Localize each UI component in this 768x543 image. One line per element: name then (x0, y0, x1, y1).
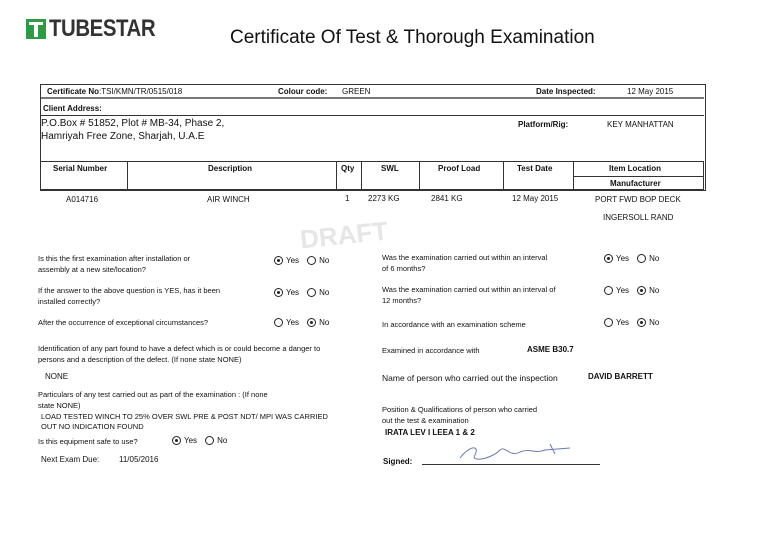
q1-yes-radio[interactable]: Yes (274, 256, 299, 265)
examined-standard: ASME B30.7 (527, 345, 574, 354)
watermark: DRAFT (298, 215, 390, 255)
col-serial: Serial Number (53, 164, 108, 173)
col-description: Description (208, 164, 253, 173)
defect-answer: NONE (45, 372, 69, 381)
colour-code: GREEN (342, 87, 371, 96)
description: AIR WINCH (207, 195, 250, 204)
q2-options (274, 288, 329, 297)
r3-yes-radio[interactable]: Yes (604, 318, 629, 327)
next-exam-date: 11/05/2016 (119, 455, 159, 464)
platform-label: Platform/Rig: (518, 120, 569, 129)
q6-options (172, 436, 227, 445)
inspector-label: Name of person who carried out the inspection (382, 373, 558, 383)
r3-no-radio[interactable]: No (637, 318, 659, 327)
logo-mark-icon (26, 19, 46, 39)
question-scheme: In accordance with an examination scheme (382, 320, 526, 329)
q6-yes-radio[interactable]: Yes (172, 436, 197, 445)
q1-no-radio[interactable]: No (307, 256, 329, 265)
col-proof-load: Proof Load (438, 164, 481, 173)
q3-no-radio[interactable]: No (307, 318, 329, 327)
page-title: Certificate Of Test & Thorough Examination (230, 27, 595, 48)
r2-no-radio[interactable]: No (637, 286, 659, 295)
address-line-2: Hamriyah Free Zone, Sharjah, U.A.E (41, 131, 205, 142)
next-exam-label: Next Exam Due: (41, 455, 100, 464)
q2-no-radio[interactable]: No (307, 288, 329, 297)
address-line-1: P.O.Box # 51852, Plot # MB-34, Phase 2, (41, 118, 225, 129)
question-defect: Identification of any part found to have a defect which is or could become a danger to persons and a description of the defect. (If none state NONE) (38, 344, 321, 364)
colour-code-label: Colour code: (278, 87, 328, 96)
examined-label: Examined in accordance with (382, 346, 480, 355)
qualifications-label: Position & Qualifications of person who carried out the test & examination (382, 405, 538, 425)
logo (26, 15, 174, 43)
item-location: PORT FWD BOP DECK (595, 195, 681, 204)
col-qty: Qty (341, 164, 355, 173)
inspector-name: DAVID BARRETT (588, 372, 653, 381)
logo-text: TUBESTAR (49, 15, 156, 42)
question-6-months: Was the examination carried out within an interval of 6 months? (382, 253, 548, 273)
r1-yes-radio[interactable]: Yes (604, 254, 629, 263)
r3-options (604, 318, 659, 327)
signed-label: Signed: (383, 457, 413, 466)
test-date: 12 May 2015 (512, 194, 559, 203)
proof-load: 2841 KG (431, 194, 463, 203)
r2-options (604, 286, 659, 295)
q3-yes-radio[interactable]: Yes (274, 318, 299, 327)
q1-options (274, 256, 329, 265)
r1-no-radio[interactable]: No (637, 254, 659, 263)
question-particulars: Particulars of any test carried out as part of the examination : (If none state NONE) (38, 390, 268, 410)
serial-number: A014716 (66, 195, 99, 204)
signature-icon (450, 440, 580, 465)
date-inspected-label: Date Inspected: (536, 87, 596, 96)
certificate-no: Certificate No:TSI/KMN/TR/0515/018 (47, 87, 183, 96)
qualifications: IRATA LEV I LEEA 1 & 2 (385, 428, 475, 437)
manufacturer: INGERSOLL RAND (603, 213, 674, 222)
date-inspected: 12 May 2015 (627, 87, 674, 96)
client-address-label: Client Address: (43, 104, 102, 113)
question-first-exam: Is this the first examination after installation or assembly at a new site/location? (38, 254, 191, 274)
col-test-date: Test Date (517, 164, 553, 173)
qty: 1 (345, 194, 350, 203)
col-swl: SWL (381, 164, 399, 173)
col-item-location: Item Location (609, 164, 662, 173)
question-safe: Is this equipment safe to use? (38, 437, 138, 446)
r2-yes-radio[interactable]: Yes (604, 286, 629, 295)
swl: 2273 KG (368, 194, 400, 203)
q6-no-radio[interactable]: No (205, 436, 227, 445)
platform: KEY MANHATTAN (607, 120, 674, 129)
r1-options (604, 254, 659, 263)
particulars-answer: LOAD TESTED WINCH TO 25% OVER SWL PRE & POST NDT/ MPI WAS CARRIED OUT NO INDICATION FOUND (41, 412, 328, 431)
question-installed-correctly: If the answer to the above question is YES, has it been installed correctly? (38, 286, 221, 306)
q3-options (274, 318, 329, 327)
q2-yes-radio[interactable]: Yes (274, 288, 299, 297)
col-manufacturer: Manufacturer (610, 179, 661, 188)
question-12-months: Was the examination carried out within an interval of 12 months? (382, 285, 556, 305)
question-exceptional: After the occurrence of exceptional circumstances? (38, 318, 209, 327)
